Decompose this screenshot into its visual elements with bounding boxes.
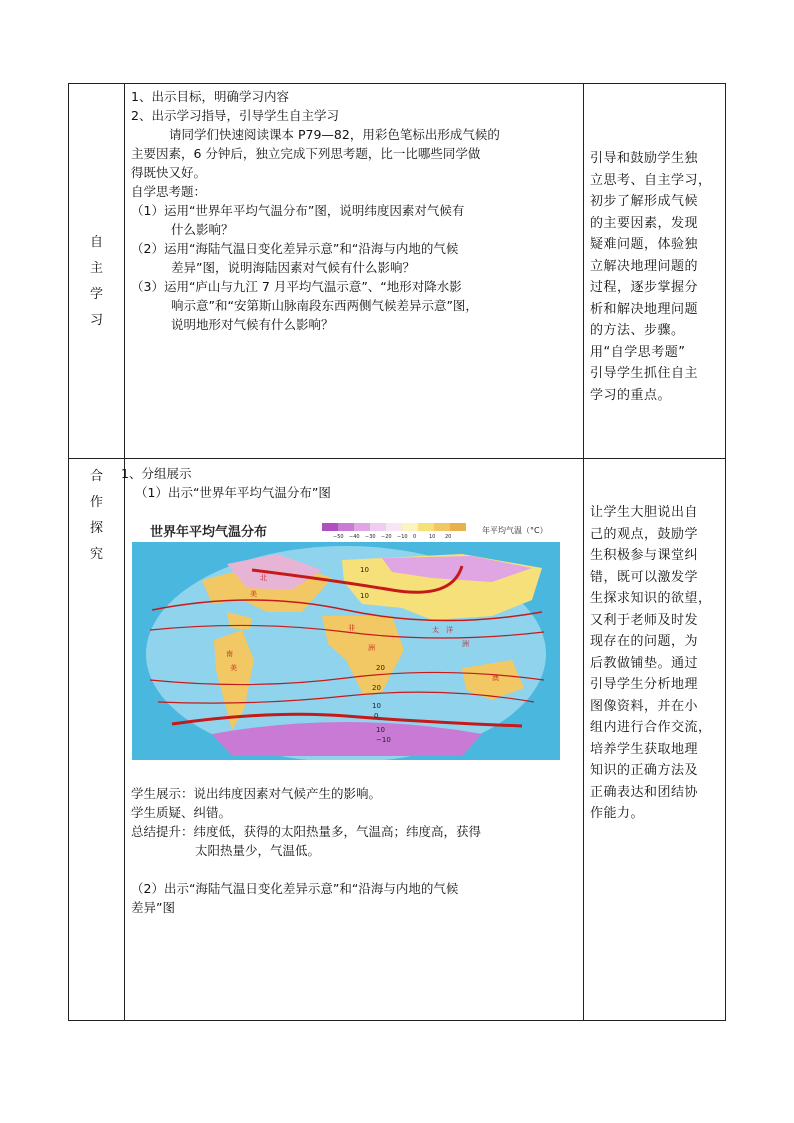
text-line: （1）运用“世界年平均气温分布”图，说明纬度因素对气候有 <box>131 203 465 218</box>
legend-tick: −20 <box>381 534 392 540</box>
note-line: 引导学生抓住自主 <box>590 366 699 381</box>
ocean-label: 洲 <box>462 640 469 648</box>
note-line: 引导和鼓励学生独 <box>590 151 699 166</box>
note-line: 过程，逐步掌握分 <box>590 280 699 295</box>
legend-tick: −10 <box>397 534 408 540</box>
isotherm-label: −10 <box>376 736 391 744</box>
continent-label: 澳 <box>492 674 499 682</box>
column-divider-right <box>583 84 584 1020</box>
text-line: 差异”图 <box>131 900 175 915</box>
legend-swatch <box>402 523 418 531</box>
row1-content <box>131 87 581 334</box>
continent-label: 洲 <box>368 644 375 652</box>
note-line: 疑难问题，体验独 <box>590 237 699 252</box>
isotherm-label: 10 <box>372 702 381 710</box>
row2-label-char: 作 <box>89 495 103 510</box>
row1-label-char: 主 <box>89 261 103 276</box>
note-line: 的方法、步骤。 <box>590 323 685 338</box>
text-line: 太阳热量少，气温低。 <box>195 843 321 858</box>
text-line: 得既快又好。 <box>131 165 207 180</box>
text-line: 差异”图，说明海陆因素对气候有什么影响？ <box>171 260 415 275</box>
note-line: 的主要因素，发现 <box>590 215 699 231</box>
map-svg <box>132 520 560 760</box>
text-line: （2）运用“海陆气温日变化差异示意”和“沿海与内地的气候 <box>131 241 459 256</box>
legend-swatch <box>338 523 354 531</box>
text-line: （2）出示“海陆气温日变化差异示意”和“沿海与内地的气候 <box>131 881 459 896</box>
note-line: 作能力。 <box>590 806 645 821</box>
section-heading: 1、分组展示 <box>121 466 192 481</box>
note-line: 又利于老师及时发 <box>590 612 699 628</box>
row1-label <box>69 230 124 334</box>
lesson-plan-table <box>68 83 726 1021</box>
legend-swatch <box>418 523 434 531</box>
note-line: 立解决地理问题的 <box>590 258 699 274</box>
text-line: 说明地形对气候有什么影响？ <box>171 317 334 332</box>
text-line: 请同学们快速阅读课本 P79—82，用彩色笔标出形成气候的 <box>169 127 500 142</box>
map-title: 世界年平均气温分布 <box>150 525 268 540</box>
note-line: 让学生大胆说出自 <box>590 505 699 520</box>
note-line: 立思考、自主学习， <box>590 172 712 188</box>
legend-tick: −40 <box>349 534 360 540</box>
isotherm-label: 20 <box>372 684 381 692</box>
row1-label-char: 习 <box>89 313 103 328</box>
note-line: 后教做铺垫。通过 <box>590 655 699 671</box>
text-line: （3）运用“庐山与九江 7 月平均气温示意”、“地形对降水影 <box>131 279 462 294</box>
text-line: 学生质疑、纠错。 <box>131 805 232 820</box>
ocean-label: 洋 <box>446 626 453 634</box>
note-line: 用“自学思考题” <box>590 344 686 360</box>
row1-note <box>590 148 720 406</box>
legend-swatch <box>322 523 338 531</box>
text-line: 主要因素，6 分钟后，独立完成下列思考题，比一比哪些同学做 <box>131 146 481 161</box>
text-line: 总结提升：纬度低，获得的太阳热量多，气温高；纬度高，获得 <box>131 824 482 839</box>
legend-swatch <box>370 523 386 531</box>
note-line: 初步了解形成气候 <box>590 194 699 209</box>
text-line: 什么影响？ <box>171 222 234 237</box>
legend-swatch <box>386 523 402 531</box>
text-line: 自学思考题： <box>131 184 207 199</box>
row2-label <box>69 464 124 568</box>
text-line: 1、出示目标，明确学习内容 <box>131 89 289 104</box>
continent-label: 南 <box>226 650 233 658</box>
note-line: 知识的正确方法及 <box>590 763 699 778</box>
note-line: 学习的重点。 <box>590 387 672 403</box>
note-line: 图像资料，并在小 <box>590 698 699 714</box>
legend-tick: 10 <box>429 534 436 540</box>
isotherm-label: 0 <box>374 712 379 720</box>
continent-label: 美 <box>230 664 237 672</box>
note-line: 组内进行合作交流， <box>590 720 712 735</box>
continent-label: 美 <box>250 590 257 598</box>
isotherm-label: 10 <box>376 726 385 734</box>
continent-label: 非 <box>348 624 355 632</box>
text-line: 响示意”和“安第斯山脉南段东西两侧气候差异示意”图， <box>171 298 478 313</box>
legend-swatch <box>434 523 450 531</box>
legend-tick: 20 <box>445 534 452 540</box>
isotherm-label: 10 <box>360 566 369 574</box>
note-line: 错，既可以激发学 <box>590 569 699 585</box>
note-line: 正确表达和团结协 <box>590 784 699 800</box>
legend-tick: 0 <box>413 534 417 540</box>
row2-label-char: 探 <box>89 521 103 536</box>
column-divider-left <box>124 84 125 1020</box>
world-temperature-map <box>132 520 560 760</box>
note-line: 生积极参与课堂纠 <box>590 548 699 563</box>
map-legend-title: 年平均气温（°C） <box>482 526 548 535</box>
row-divider <box>69 458 725 459</box>
ocean-label: 太 <box>432 626 439 634</box>
isotherm-label: 10 <box>360 592 369 600</box>
row1-label-char: 学 <box>89 287 103 302</box>
note-line: 引导学生分析地理 <box>590 677 699 692</box>
row1-label-char: 自 <box>89 235 103 250</box>
row2-note <box>590 502 720 825</box>
text-line: 学生展示：说出纬度因素对气候产生的影响。 <box>131 786 382 801</box>
note-line: 析和解决地理问题 <box>590 301 699 317</box>
isotherm-label: 20 <box>376 664 385 672</box>
legend-tick: −50 <box>333 534 344 540</box>
note-line: 培养学生获取地理 <box>590 741 699 757</box>
continent-label: 北 <box>260 574 267 582</box>
row2-label-char: 究 <box>89 547 103 562</box>
legend-tick: −30 <box>365 534 376 540</box>
spacer <box>131 860 581 879</box>
sub-heading: （1）出示“世界年平均气温分布”图 <box>135 485 331 500</box>
legend-swatch <box>354 523 370 531</box>
legend-swatch <box>450 523 466 531</box>
row2-content-bottom <box>131 784 581 917</box>
note-line: 生探求知识的欲望， <box>590 591 712 606</box>
note-line: 现存在的问题，为 <box>590 634 699 649</box>
note-line: 己的观点，鼓励学 <box>590 526 699 542</box>
row2-content-top <box>121 464 581 502</box>
text-line: 2、出示学习指导，引导学生自主学习 <box>131 108 339 123</box>
row2-label-char: 合 <box>89 469 103 484</box>
